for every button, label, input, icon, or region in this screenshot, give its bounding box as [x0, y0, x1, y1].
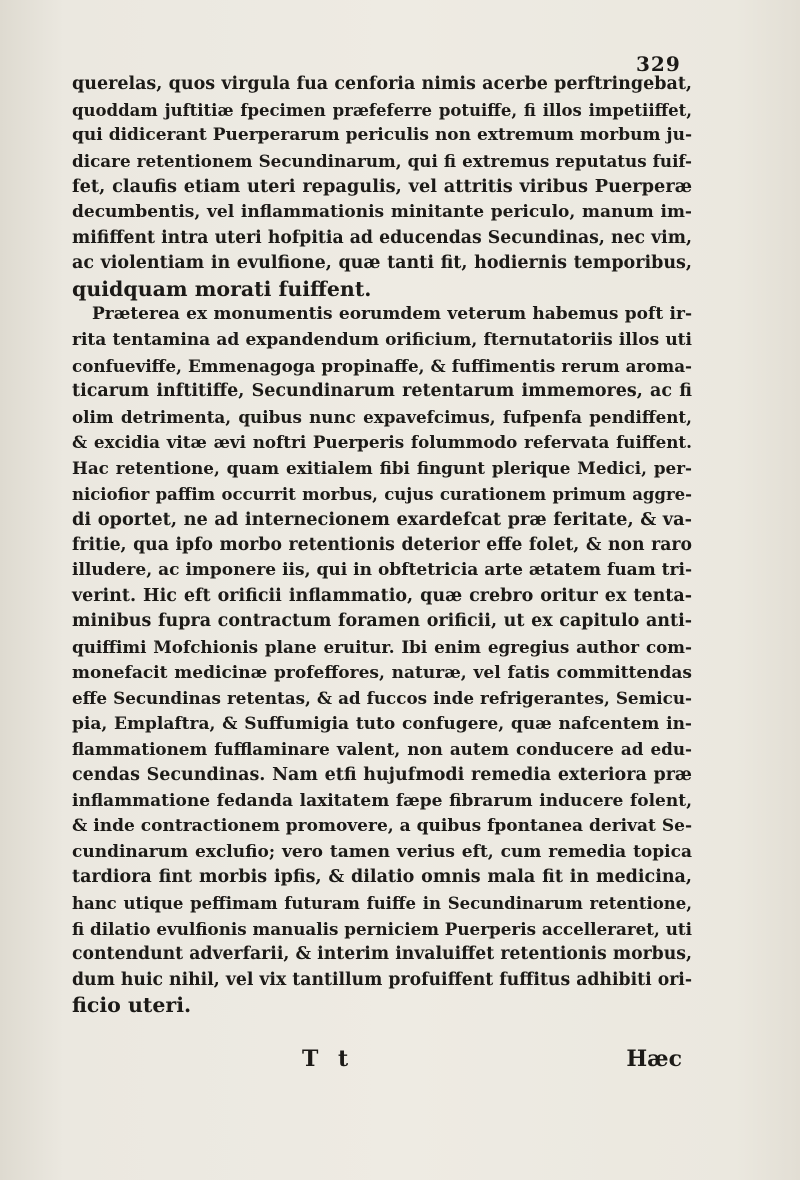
page-number: 329 [636, 52, 681, 76]
text-line: pia, Emplaftra, & Suffumigia tuto confugere, quæ nafcentem in- [72, 713, 692, 734]
signature-mark: T t [302, 1046, 355, 1072]
text-line: monefacit medicinæ profeffores, naturæ, vel fatis committendas [72, 662, 692, 683]
text-line: ticarum inftitiffe, Secundinarum retentarum immemores, ac fi [72, 381, 692, 402]
text-line: & excidia vitæ ævi noftri Puerperis folummodo refervata fuiffent. [72, 432, 692, 453]
text-line: decumbentis, vel inflammationis minitante periculo, manum im- [72, 201, 692, 222]
text-line: flammationem fufflaminare valent, non autem conducere ad edu- [72, 739, 692, 760]
text-line: ac violentiam in evulfione, quæ tanti fit, hodiernis temporibus, [72, 253, 692, 274]
page-footer [72, 1046, 692, 1076]
text-line: dicare retentionem Secundinarum, qui fi extremus reputatus fuif- [72, 150, 692, 171]
text-line: niciofior paffim occurrit morbus, cujus curationem primum aggre- [72, 484, 692, 504]
text-line: Hac retentione, quam exitialem fibi fingunt plerique Medici, per- [72, 457, 692, 478]
text-line: cendas Secundinas. Nam etfi hujufmodi remedia exteriora præ [72, 765, 692, 786]
text-line: di oportet, ne ad internecionem exardefcat præ feritate, & va- [72, 509, 692, 531]
catchword: Hæc [626, 1046, 682, 1072]
text-line: qui didicerant Puerperarum periculis non extremum morbum ju- [72, 125, 692, 146]
text-line: quiffimi Mofchionis plane eruitur. Ibi enim egregius author com- [72, 637, 692, 658]
text-line: fritie, qua ipfo morbo retentionis deterior effe folet, & non raro [72, 534, 692, 555]
text-line: confueviffe, Emmenagoga propinaffe, & fuffimentis rerum aroma- [72, 355, 692, 376]
text-line: dum huic nihil, vel vix tantillum profuiffent fuffitus adhibiti ori- [72, 969, 692, 990]
text-line: rita tentamina ad expandendum orificium, fternutatoriis illos uti [72, 329, 692, 350]
text-line: quidquam morati fuiffent. [72, 276, 372, 301]
text-line: illudere, ac imponere iis, qui in obftetricia arte ætatem fuam tri- [72, 560, 692, 581]
text-line: fet, claufis etiam uteri repagulis, vel attritis viribus Puerperæ [72, 176, 692, 198]
text-line: tardiora fint morbis ipfis, & dilatio omnis mala fit in medicina, [72, 867, 692, 888]
text-line: inflammatione fedanda laxitatem fæpe fibrarum inducere folent, [72, 790, 692, 811]
body-text [72, 72, 692, 1019]
text-line: & inde contractionem promovere, a quibus fpontanea derivat Se- [72, 816, 692, 837]
text-line: fi dilatio evulfionis manualis perniciem Puerperis accelleraret, uti [72, 918, 692, 939]
text-line: verint. Hic eft orificii inflammatio, quæ crebro oritur ex tenta- [72, 585, 692, 606]
text-line: querelas, quos virgula fua cenforia nimis acerbe perftringebat, [72, 74, 692, 94]
text-line: mififfent intra uteri hofpitia ad educendas Secundinas, nec vim, [72, 227, 692, 248]
text-line: olim detrimenta, quibus nunc expavefcimus, fufpenfa pendiffent, [72, 406, 692, 427]
text-line: cundinarum exclufio; vero tamen verius eft, cum remedia topica [72, 841, 692, 862]
text-line: quoddam juftitiæ fpecimen præfeferre potuiffe, fi illos impetiiffet, [72, 100, 692, 120]
text-line: contendunt adverfarii, & interim invaluiffet retentionis morbus, [72, 944, 692, 965]
text-line: effe Secundinas retentas, & ad fuccos inde refrigerantes, Semicu- [72, 688, 692, 709]
paragraph-start-line: Præterea ex monumentis eorumdem veterum habemus poft ir- [92, 304, 692, 325]
text-line: ficio uteri. [72, 993, 192, 1018]
text-line: hanc utique peffimam futuram fuiffe in Secundinarum retentione, [72, 894, 692, 913]
text-line: minibus fupra contractum foramen orificii, ut ex capitulo anti- [72, 611, 692, 632]
